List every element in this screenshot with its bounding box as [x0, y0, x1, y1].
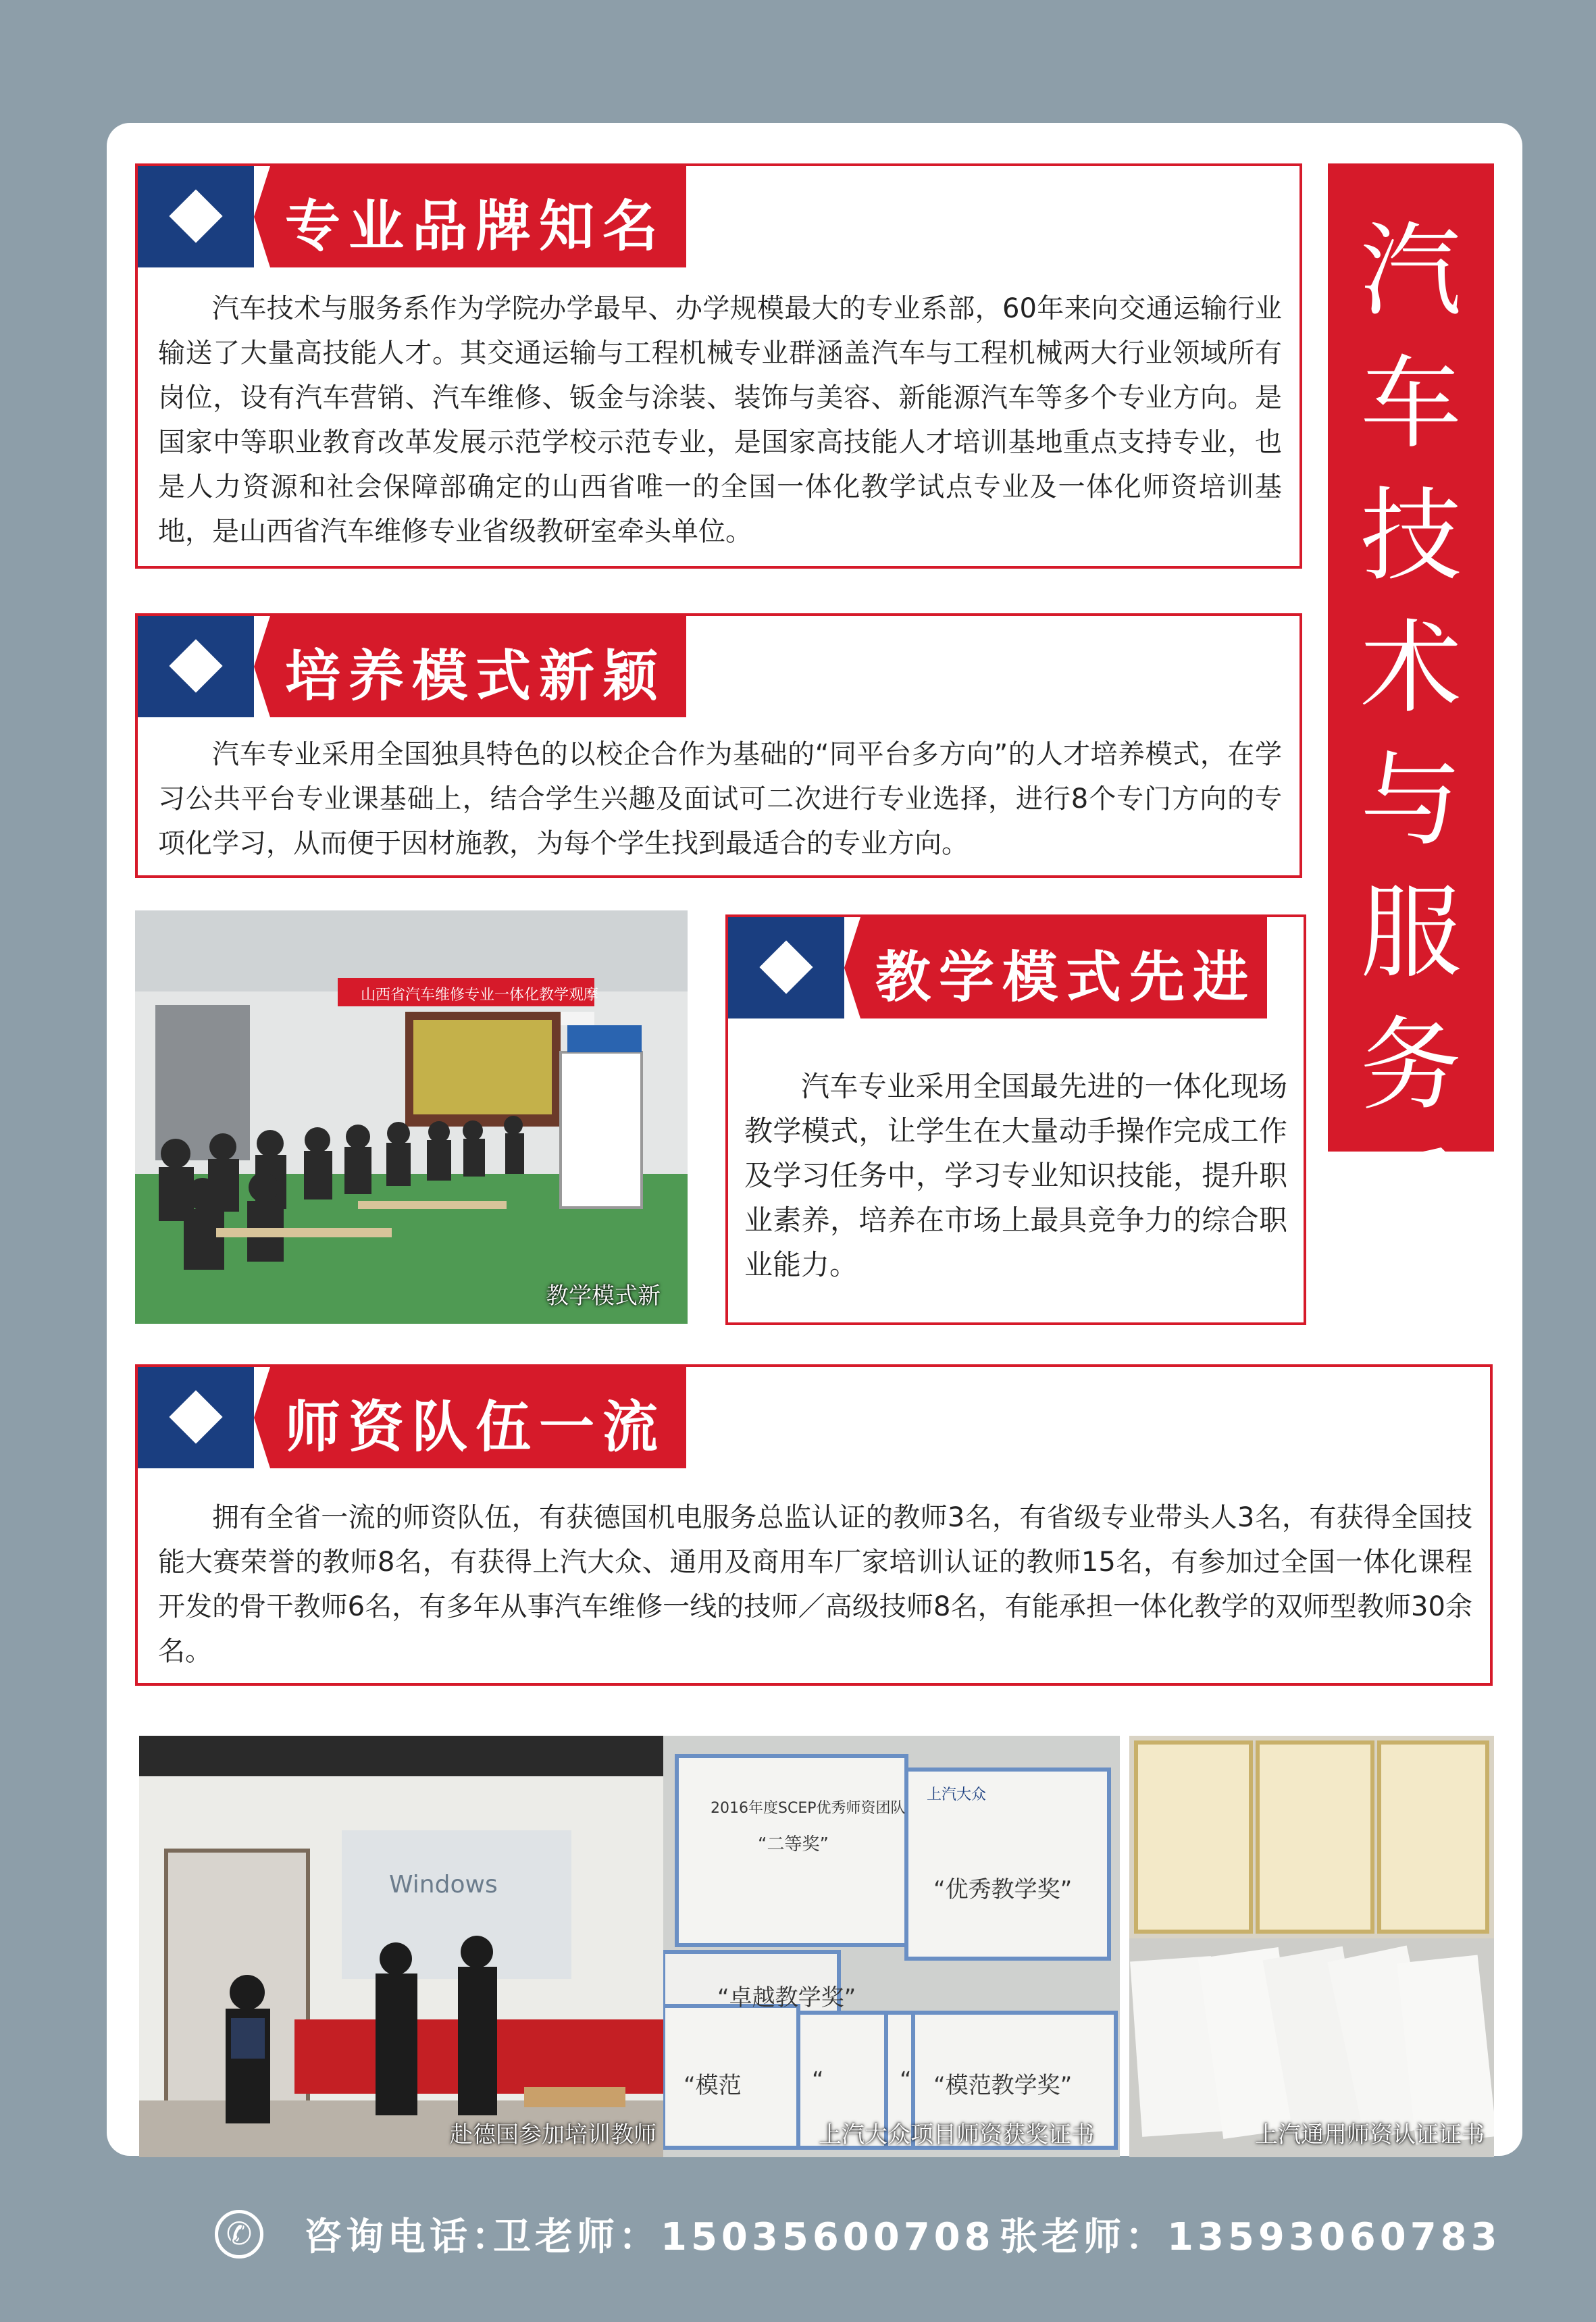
title-char: 术 — [1360, 610, 1462, 727]
banner-text: 山西省汽车维修专业一体化教学观摩 — [361, 987, 599, 1004]
contact-zhang: 张老师：13593060783 — [1000, 2215, 1501, 2259]
contact-wei: 卫老师：15035600708 — [493, 2215, 995, 2259]
classroom-photo — [135, 910, 688, 1324]
section-title: 培养模式新颖 — [285, 644, 667, 708]
photo-caption: 赴德国参加培训教师 — [450, 2121, 657, 2148]
contact-label: 咨询电话： — [304, 2215, 513, 2259]
section-header — [728, 917, 1304, 1018]
title-char: 系 — [1360, 1139, 1462, 1257]
photo-caption: 上汽大众项目师资获奖证书 — [819, 2121, 1094, 2148]
section-faculty — [135, 1364, 1493, 1686]
photo-caption: 上汽通用师资认证证书 — [1255, 2121, 1485, 2148]
diamond-icon — [169, 639, 222, 692]
section-title: 专业品牌知名 — [285, 195, 667, 259]
section-brand — [135, 163, 1302, 569]
vw-certificates-photo — [663, 1736, 1120, 2157]
department-title-banner — [1328, 163, 1494, 1257]
cert-model-b: “ — [812, 2067, 824, 2094]
section-title: 教学模式先进 — [875, 946, 1257, 1010]
germany-training-photo — [139, 1736, 663, 2157]
section-header — [138, 616, 1299, 717]
cert-title: 2016年度SCEP优秀师资团队 — [711, 1800, 906, 1817]
section-body: 汽车专业采用全国独具特色的以校企合作为基础的“同平台多方向”的人才培养模式，在学习公共平台专业课基础上，结合学生兴趣及面试可二次进行专业选择，进行8个专门方向的专项化学习，从而便于因材施教，为每个学生找到最适合的专业方向。 — [158, 739, 1282, 859]
title-char: 技 — [1360, 478, 1462, 595]
cert-award: “二等奖” — [758, 1834, 829, 1855]
gm-certificates-photo — [1129, 1736, 1494, 2157]
cert-brand: 上汽大众 — [927, 1786, 987, 1803]
cert-model-a: “模范 — [684, 2072, 742, 2099]
diamond-icon — [169, 189, 222, 242]
cert-outstanding: “卓越教学奖” — [717, 1984, 856, 2011]
title-char: 汽 — [1360, 213, 1462, 330]
diamond-icon — [169, 1390, 222, 1443]
section-training — [135, 613, 1302, 878]
section-header — [138, 166, 1299, 267]
section-header — [138, 1367, 1490, 1468]
section-teaching — [725, 914, 1306, 1325]
title-char: 车 — [1360, 345, 1462, 463]
diamond-icon — [759, 940, 813, 994]
title-char: 服 — [1360, 875, 1462, 992]
section-body: 汽车技术与服务系作为学院办学最早、办学规模最大的专业系部，60年来向交通运输行业输送了大量高技能人才。其交通运输与工程机械专业群涵盖汽车与工程机械两大行业领域所有岗位，设有汽车营销、汽车维修、钣金与涂装、装饰与美容、新能源汽车等多个专业方向。是国家中等职业教育改革发展示范学校示范专业，是国家高技能人才培训基地重点支持专业，也是人力资源和社会保障部确定的山西省唯一的全国一体化教学试点专业及一体化师资培训基地，是山西省汽车维修专业省级教研室牵头单位。 — [158, 293, 1282, 547]
cert-model-c: “ — [900, 2067, 912, 2094]
cert-model: “模范教学奖” — [933, 2072, 1073, 2099]
photo-caption: 教学模式新 — [546, 1283, 661, 1310]
section-body: 汽车专业采用全国最先进的一体化现场教学模式，让学生在大量动手操作完成工作及学习任务中，学习专业知识技能，提升职业素养，培养在市场上最具竞争力的综合职业能力。 — [744, 1070, 1287, 1281]
phone-icon: ✆ — [215, 2210, 263, 2259]
title-char: 与 — [1360, 742, 1462, 860]
screen-text: Windows — [389, 1871, 498, 1899]
section-body: 拥有全省一流的师资队伍，有获德国机电服务总监认证的教师3名，有省级专业带头人3名，有获得全国技能大赛荣誉的教师8名，有获得上汽大众、通用及商用车厂家培训认证的教师15名，有参加过全国一体化课程开发的骨干教师6名，有多年从事汽车维修一线的技师／高级技师8名，有能承担一体化教学的双师型教师30余名。 — [158, 1502, 1472, 1667]
cert-excellent: “优秀教学奖” — [933, 1876, 1073, 1903]
department-title — [1328, 205, 1494, 1264]
section-title: 师资队伍一流 — [285, 1395, 667, 1460]
title-char: 务 — [1360, 1007, 1462, 1125]
